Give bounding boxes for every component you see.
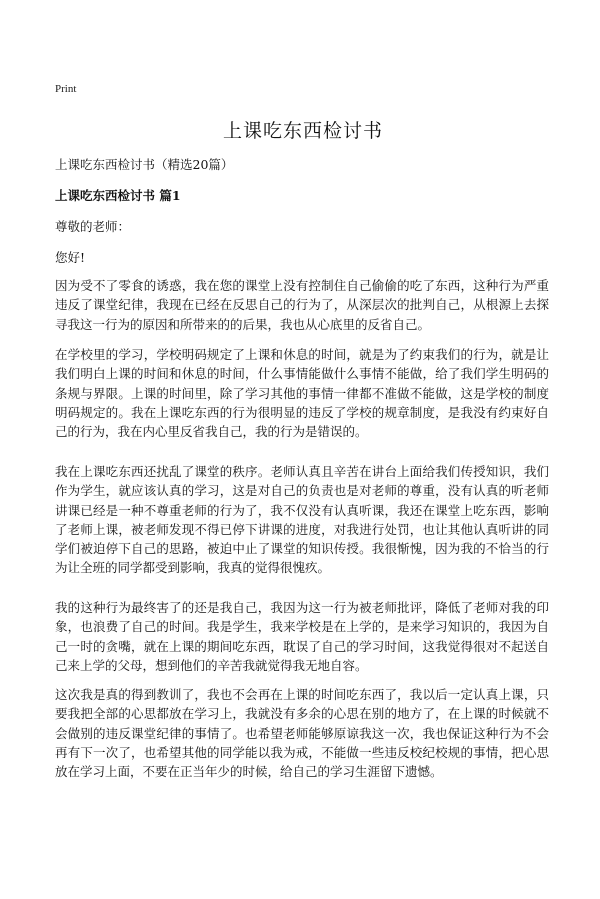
document-title: 上课吃东西检讨书 (222, 120, 383, 142)
body-paragraph-2: 在学校里的学习，学校明码规定了上课和休息的时间，就是为了约束我们的行为，就是让我们明白上课的时间和休息的时间，什么事情能做什么事情不能做，给了我们学生明码的条规与界限。上课的时间里，除了学习其他的事情一律都不准做不能做，这是学校的制度明码规定的。我在上课吃东西的行为很明显的违反了学校的规章制度，是我没有约束好自己的行为，我在内心里反省我自己，我的行为是错误的。 (55, 347, 549, 440)
salutation: 尊敬的老师： (55, 219, 131, 234)
print-label: Print (55, 83, 77, 95)
body-paragraph-1: 因为受不了零食的诱惑，我在您的课堂上没有控制住自己偷偷的吃了东西，这种行为严重违反了课堂纪律，我现在已经在反思自己的行为了，从深层次的批判自己，从根源上去探寻我这一行为的原因和所带来的的后果，我也从心底里的反省自己。 (55, 278, 549, 332)
document-subtitle: 上课吃东西检讨书（精选20篇） (55, 157, 234, 172)
body-paragraph-5: 这次我是真的得到教训了，我也不会再在上课的时间吃东西了，我以后一定认真上课，只要我把全部的心思都放在学习上，我就没有多余的心思在别的地方了，在上课的时候就不会做别的违反课堂纪律的事情了。也希望老师能够原谅我这一次，我也保证这种行为不会再有下一次了，也希望其他的同学能以我为戒，不能做一些违反校纪校规的事情，把心思放在学习上面，不要在正当年少的时候，给自己的学习生涯留下遗憾。 (55, 687, 549, 780)
body-paragraph-3: 我在上课吃东西还扰乱了课堂的秩序。老师认真且辛苦在讲台上面给我们传授知识，我们作为学生，就应该认真的学习，这是对自己的负责也是对老师的尊重，没有认真的听老师讲课已经是一种不尊重老师的行为了，我不仅没有认真听课，我还在课堂上吃东西，影响了老师上课，被老师发现不得已停下讲课的进度，对我进行处罚，也让其他认真听讲的同学们被迫停下自己的思路，被迫中止了课堂的知识传授。我很惭愧，因为我的不恰当的行为让全班的同学都受到影响，我真的觉得很愧疚。 (55, 464, 549, 576)
section-heading: 上课吃东西检讨书 篇1 (55, 188, 181, 203)
greeting: 您好! (55, 250, 86, 265)
body-paragraph-4: 我的这种行为最终害了的还是我自己，我因为这一行为被老师批评，降低了老师对我的印象，也浪费了自己的时间。我是学生，我来学校是在上学的，是来学习知识的，我因为自己一时的贪嘴，就在上课的期间吃东西，耽误了自己的学习时间，这我觉得很对不起送自己来上学的父母，想到他们的辛苦我就觉得我无地自容。 (55, 600, 549, 673)
